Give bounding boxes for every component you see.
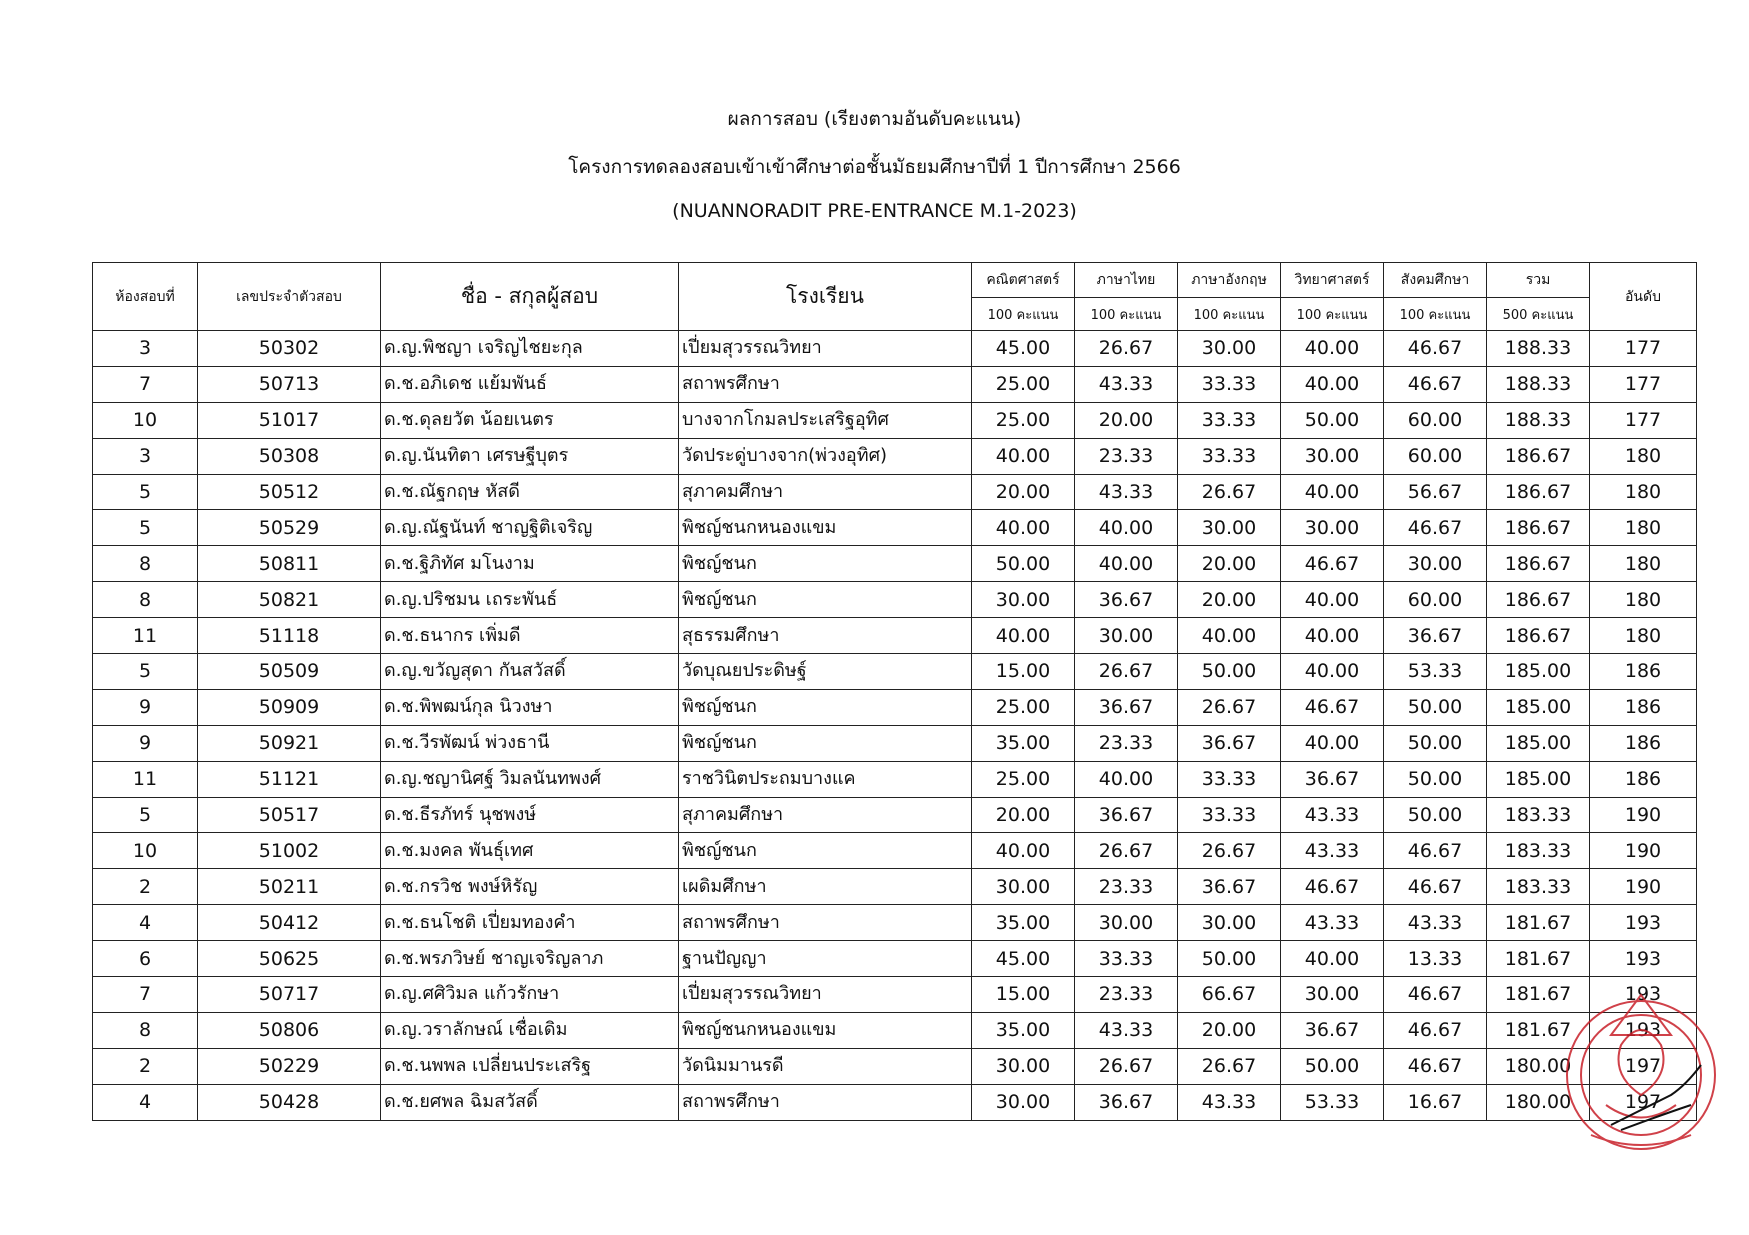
header-exam-id: เลขประจำตัวสอบ — [198, 263, 381, 331]
thai-score-cell: 26.67 — [1075, 654, 1178, 690]
school-cell: ฐานปัญญา — [679, 941, 972, 977]
rank-cell: 186 — [1590, 725, 1697, 761]
table-row — [93, 474, 1697, 510]
exam-id-cell: 51118 — [198, 618, 381, 654]
name-cell: ด.ช.ฐิภิทัศ มโนงาม — [381, 546, 679, 582]
table-row — [93, 1084, 1697, 1120]
name-cell: ด.ญ.วราลักษณ์ เชื่อเดิม — [381, 1012, 679, 1048]
header-name: ชื่อ - สกุลผู้สอบ — [381, 263, 679, 331]
math-score-cell: 35.00 — [972, 725, 1075, 761]
total-score-cell: 180.00 — [1487, 1084, 1590, 1120]
english-score-cell: 20.00 — [1178, 546, 1281, 582]
rank-cell: 180 — [1590, 582, 1697, 618]
header-school: โรงเรียน — [679, 263, 972, 331]
science-score-cell: 50.00 — [1281, 1048, 1384, 1084]
social-score-cell: 46.67 — [1384, 510, 1487, 546]
school-cell: พิชญ์ชนก — [679, 689, 972, 725]
social-score-cell: 50.00 — [1384, 725, 1487, 761]
total-score-cell: 186.67 — [1487, 438, 1590, 474]
math-score-cell: 25.00 — [972, 689, 1075, 725]
science-score-cell: 30.00 — [1281, 438, 1384, 474]
total-score-cell: 188.33 — [1487, 366, 1590, 402]
name-cell: ด.ญ.ณัฐนันท์ ชาญฐิติเจริญ — [381, 510, 679, 546]
total-score-cell: 185.00 — [1487, 654, 1590, 690]
school-cell: สถาพรศึกษา — [679, 905, 972, 941]
rank-cell: 186 — [1590, 689, 1697, 725]
school-cell: เผดิมศึกษา — [679, 869, 972, 905]
science-score-cell: 46.67 — [1281, 689, 1384, 725]
name-cell: ด.ช.นพพล เปลี่ยนประเสริฐ — [381, 1048, 679, 1084]
table-row — [93, 1048, 1697, 1084]
total-score-cell: 181.67 — [1487, 977, 1590, 1013]
exam-id-cell: 51121 — [198, 761, 381, 797]
max-total: 500 คะแนน — [1487, 298, 1590, 331]
exam-id-cell: 50302 — [198, 331, 381, 367]
math-score-cell: 20.00 — [972, 797, 1075, 833]
science-score-cell: 40.00 — [1281, 582, 1384, 618]
table-row — [93, 761, 1697, 797]
science-score-cell: 40.00 — [1281, 941, 1384, 977]
school-cell: สุธรรมศึกษา — [679, 618, 972, 654]
social-score-cell: 30.00 — [1384, 546, 1487, 582]
school-cell: วัดประดู่บางจาก(พ่วงอุทิศ) — [679, 438, 972, 474]
math-score-cell: 30.00 — [972, 869, 1075, 905]
results-table — [92, 262, 1697, 1121]
total-score-cell: 185.00 — [1487, 689, 1590, 725]
rank-cell: 177 — [1590, 402, 1697, 438]
total-score-cell: 188.33 — [1487, 331, 1590, 367]
school-cell: สุภาคมศึกษา — [679, 797, 972, 833]
english-score-cell: 33.33 — [1178, 402, 1281, 438]
total-score-cell: 186.67 — [1487, 474, 1590, 510]
school-cell: สถาพรศึกษา — [679, 366, 972, 402]
thai-score-cell: 20.00 — [1075, 402, 1178, 438]
social-score-cell: 46.67 — [1384, 977, 1487, 1013]
table-row — [93, 618, 1697, 654]
exam-id-cell: 50428 — [198, 1084, 381, 1120]
table-row — [93, 366, 1697, 402]
rank-cell: 177 — [1590, 331, 1697, 367]
school-cell: พิชญ์ชนก — [679, 725, 972, 761]
room-cell: 3 — [93, 331, 198, 367]
school-cell: บางจากโกมลประเสริฐอุทิศ — [679, 402, 972, 438]
name-cell: ด.ช.ธนากร เพิ่มดี — [381, 618, 679, 654]
room-cell: 10 — [93, 402, 198, 438]
exam-id-cell: 50509 — [198, 654, 381, 690]
english-score-cell: 36.67 — [1178, 869, 1281, 905]
math-score-cell: 25.00 — [972, 366, 1075, 402]
school-cell: พิชญ์ชนก — [679, 546, 972, 582]
science-score-cell: 36.67 — [1281, 1012, 1384, 1048]
social-score-cell: 16.67 — [1384, 1084, 1487, 1120]
science-score-cell: 40.00 — [1281, 618, 1384, 654]
thai-score-cell: 43.33 — [1075, 1012, 1178, 1048]
table-row — [93, 797, 1697, 833]
rank-cell: 193 — [1590, 941, 1697, 977]
name-cell: ด.ช.วีรพัฒน์ พ่วงธานี — [381, 725, 679, 761]
math-score-cell: 25.00 — [972, 402, 1075, 438]
english-score-cell: 66.67 — [1178, 977, 1281, 1013]
rank-cell: 190 — [1590, 833, 1697, 869]
name-cell: ด.ญ.ปริชมน เถระพันธ์ — [381, 582, 679, 618]
exam-id-cell: 50625 — [198, 941, 381, 977]
math-score-cell: 40.00 — [972, 833, 1075, 869]
science-score-cell: 46.67 — [1281, 869, 1384, 905]
science-score-cell: 30.00 — [1281, 977, 1384, 1013]
math-score-cell: 40.00 — [972, 618, 1075, 654]
science-score-cell: 40.00 — [1281, 654, 1384, 690]
math-score-cell: 45.00 — [972, 331, 1075, 367]
room-cell: 8 — [93, 1012, 198, 1048]
room-cell: 4 — [93, 1084, 198, 1120]
exam-id-cell: 50512 — [198, 474, 381, 510]
thai-score-cell: 23.33 — [1075, 438, 1178, 474]
thai-score-cell: 36.67 — [1075, 689, 1178, 725]
math-score-cell: 15.00 — [972, 977, 1075, 1013]
school-cell: พิชญ์ชนกหนองแขม — [679, 1012, 972, 1048]
table-row — [93, 941, 1697, 977]
total-score-cell: 185.00 — [1487, 761, 1590, 797]
math-score-cell: 35.00 — [972, 1012, 1075, 1048]
table-row — [93, 1012, 1697, 1048]
room-cell: 2 — [93, 869, 198, 905]
social-score-cell: 56.67 — [1384, 474, 1487, 510]
table-row — [93, 438, 1697, 474]
name-cell: ด.ญ.พิชญา เจริญไชยะกุล — [381, 331, 679, 367]
social-score-cell: 13.33 — [1384, 941, 1487, 977]
english-score-cell: 43.33 — [1178, 1084, 1281, 1120]
table-row — [93, 402, 1697, 438]
name-cell: ด.ช.กรวิช พงษ์หิรัญ — [381, 869, 679, 905]
exam-id-cell: 50412 — [198, 905, 381, 941]
exam-id-cell: 50517 — [198, 797, 381, 833]
rank-cell: 190 — [1590, 797, 1697, 833]
social-score-cell: 46.67 — [1384, 869, 1487, 905]
total-score-cell: 181.67 — [1487, 905, 1590, 941]
room-cell: 10 — [93, 833, 198, 869]
rank-cell: 180 — [1590, 618, 1697, 654]
math-score-cell: 25.00 — [972, 761, 1075, 797]
total-score-cell: 185.00 — [1487, 725, 1590, 761]
total-score-cell: 186.67 — [1487, 546, 1590, 582]
thai-score-cell: 36.67 — [1075, 1084, 1178, 1120]
total-score-cell: 186.67 — [1487, 618, 1590, 654]
english-score-cell: 50.00 — [1178, 941, 1281, 977]
social-score-cell: 46.67 — [1384, 1012, 1487, 1048]
science-score-cell: 53.33 — [1281, 1084, 1384, 1120]
room-cell: 11 — [93, 618, 198, 654]
english-score-cell: 30.00 — [1178, 905, 1281, 941]
room-cell: 3 — [93, 438, 198, 474]
thai-score-cell: 26.67 — [1075, 833, 1178, 869]
thai-score-cell: 30.00 — [1075, 905, 1178, 941]
english-score-cell: 20.00 — [1178, 1012, 1281, 1048]
school-cell: วัดบุณยประดิษฐ์ — [679, 654, 972, 690]
title-line-1: ผลการสอบ (เรียงตามอันดับคะแนน) — [727, 108, 1022, 130]
school-seal-stamp — [1551, 955, 1721, 1165]
science-score-cell: 36.67 — [1281, 761, 1384, 797]
science-score-cell: 46.67 — [1281, 546, 1384, 582]
school-cell: พิชญ์ชนกหนองแขม — [679, 510, 972, 546]
exam-id-cell: 51002 — [198, 833, 381, 869]
header-room: ห้องสอบที่ — [93, 263, 198, 331]
rank-cell: 193 — [1590, 905, 1697, 941]
exam-id-cell: 50806 — [198, 1012, 381, 1048]
math-score-cell: 30.00 — [972, 582, 1075, 618]
science-score-cell: 40.00 — [1281, 366, 1384, 402]
table-row — [93, 689, 1697, 725]
exam-id-cell: 50229 — [198, 1048, 381, 1084]
name-cell: ด.ญ.นันทิตา เศรษฐีบุตร — [381, 438, 679, 474]
school-cell: เปี่ยมสุวรรณวิทยา — [679, 977, 972, 1013]
school-cell: วัดนิมมานรดี — [679, 1048, 972, 1084]
header-science: วิทยาศาสตร์ — [1281, 263, 1384, 298]
total-score-cell: 183.33 — [1487, 869, 1590, 905]
social-score-cell: 50.00 — [1384, 689, 1487, 725]
exam-id-cell: 50529 — [198, 510, 381, 546]
table-row — [93, 977, 1697, 1013]
social-score-cell: 50.00 — [1384, 797, 1487, 833]
english-score-cell: 30.00 — [1178, 510, 1281, 546]
english-score-cell: 26.67 — [1178, 1048, 1281, 1084]
rank-cell: 177 — [1590, 366, 1697, 402]
total-score-cell: 186.67 — [1487, 510, 1590, 546]
table-row — [93, 582, 1697, 618]
name-cell: ด.ช.ธีรภัทร์ นุชพงษ์ — [381, 797, 679, 833]
header-thai: ภาษาไทย — [1075, 263, 1178, 298]
room-cell: 5 — [93, 654, 198, 690]
thai-score-cell: 23.33 — [1075, 869, 1178, 905]
room-cell: 11 — [93, 761, 198, 797]
header-total: รวม — [1487, 263, 1590, 298]
name-cell: ด.ญ.ขวัญสุดา กันสวัสดิ์ — [381, 654, 679, 690]
name-cell: ด.ช.ธนโชติ เปี่ยมทองคำ — [381, 905, 679, 941]
science-score-cell: 43.33 — [1281, 833, 1384, 869]
room-cell: 4 — [93, 905, 198, 941]
english-score-cell: 30.00 — [1178, 331, 1281, 367]
total-score-cell: 183.33 — [1487, 797, 1590, 833]
rank-cell: 190 — [1590, 869, 1697, 905]
name-cell: ด.ช.อภิเดช แย้มพันธ์ — [381, 366, 679, 402]
room-cell: 8 — [93, 546, 198, 582]
name-cell: ด.ญ.ศศิวิมล แก้วรักษา — [381, 977, 679, 1013]
table-row — [93, 546, 1697, 582]
science-score-cell: 43.33 — [1281, 797, 1384, 833]
max-science: 100 คะแนน — [1281, 298, 1384, 331]
room-cell: 5 — [93, 797, 198, 833]
math-score-cell: 30.00 — [972, 1084, 1075, 1120]
exam-id-cell: 50909 — [198, 689, 381, 725]
name-cell: ด.ช.ดุลยวัต น้อยเนตร — [381, 402, 679, 438]
rank-cell: 180 — [1590, 510, 1697, 546]
table-row — [93, 905, 1697, 941]
name-cell: ด.ช.มงคล พันธุ์เทศ — [381, 833, 679, 869]
school-cell: สุภาคมศึกษา — [679, 474, 972, 510]
rank-cell: 197 — [1590, 1084, 1697, 1120]
total-score-cell: 181.67 — [1487, 1012, 1590, 1048]
exam-id-cell: 50713 — [198, 366, 381, 402]
english-score-cell: 50.00 — [1178, 654, 1281, 690]
table-row — [93, 833, 1697, 869]
math-score-cell: 30.00 — [972, 1048, 1075, 1084]
exam-id-cell: 51017 — [198, 402, 381, 438]
table-row — [93, 725, 1697, 761]
english-score-cell: 26.67 — [1178, 474, 1281, 510]
science-score-cell: 43.33 — [1281, 905, 1384, 941]
name-cell: ด.ช.ยศพล ฉิมสวัสดิ์ — [381, 1084, 679, 1120]
title-line-3: (NUANNORADIT PRE-ENTRANCE M.1-2023) — [672, 200, 1077, 222]
english-score-cell: 33.33 — [1178, 761, 1281, 797]
exam-id-cell: 50921 — [198, 725, 381, 761]
social-score-cell: 46.67 — [1384, 331, 1487, 367]
header-math: คณิตศาสตร์ — [972, 263, 1075, 298]
total-score-cell: 188.33 — [1487, 402, 1590, 438]
room-cell: 6 — [93, 941, 198, 977]
name-cell: ด.ช.ณัฐกฤษ หัสดี — [381, 474, 679, 510]
max-english: 100 คะแนน — [1178, 298, 1281, 331]
thai-score-cell: 26.67 — [1075, 1048, 1178, 1084]
thai-score-cell: 23.33 — [1075, 725, 1178, 761]
social-score-cell: 46.67 — [1384, 366, 1487, 402]
rank-cell: 180 — [1590, 546, 1697, 582]
math-score-cell: 15.00 — [972, 654, 1075, 690]
max-thai: 100 คะแนน — [1075, 298, 1178, 331]
exam-id-cell: 50717 — [198, 977, 381, 1013]
thai-score-cell: 43.33 — [1075, 366, 1178, 402]
room-cell: 2 — [93, 1048, 198, 1084]
rank-cell: 186 — [1590, 761, 1697, 797]
math-score-cell: 40.00 — [972, 438, 1075, 474]
school-cell: พิชญ์ชนก — [679, 582, 972, 618]
social-score-cell: 50.00 — [1384, 761, 1487, 797]
table-row — [93, 869, 1697, 905]
rank-cell: 193 — [1590, 977, 1697, 1013]
math-score-cell: 35.00 — [972, 905, 1075, 941]
thai-score-cell: 33.33 — [1075, 941, 1178, 977]
table-row — [93, 331, 1697, 367]
social-score-cell: 43.33 — [1384, 905, 1487, 941]
thai-score-cell: 43.33 — [1075, 474, 1178, 510]
english-score-cell: 40.00 — [1178, 618, 1281, 654]
rank-cell: 180 — [1590, 474, 1697, 510]
thai-score-cell: 26.67 — [1075, 331, 1178, 367]
table-row — [93, 510, 1697, 546]
math-score-cell: 50.00 — [972, 546, 1075, 582]
school-cell: พิชญ์ชนก — [679, 833, 972, 869]
social-score-cell: 46.67 — [1384, 1048, 1487, 1084]
room-cell: 7 — [93, 977, 198, 1013]
english-score-cell: 26.67 — [1178, 833, 1281, 869]
exam-id-cell: 50811 — [198, 546, 381, 582]
room-cell: 9 — [93, 689, 198, 725]
title-line-2: โครงการทดลองสอบเข้าเข้าศึกษาต่อชั้นมัธยมศึกษาปีที่ 1 ปีการศึกษา 2566 — [568, 156, 1181, 178]
max-math: 100 คะแนน — [972, 298, 1075, 331]
thai-score-cell: 40.00 — [1075, 546, 1178, 582]
math-score-cell: 20.00 — [972, 474, 1075, 510]
total-score-cell: 180.00 — [1487, 1048, 1590, 1084]
science-score-cell: 40.00 — [1281, 725, 1384, 761]
thai-score-cell: 30.00 — [1075, 618, 1178, 654]
thai-score-cell: 36.67 — [1075, 797, 1178, 833]
social-score-cell: 60.00 — [1384, 582, 1487, 618]
exam-id-cell: 50308 — [198, 438, 381, 474]
thai-score-cell: 40.00 — [1075, 761, 1178, 797]
science-score-cell: 40.00 — [1281, 331, 1384, 367]
exam-id-cell: 50211 — [198, 869, 381, 905]
social-score-cell: 36.67 — [1384, 618, 1487, 654]
total-score-cell: 183.33 — [1487, 833, 1590, 869]
social-score-cell: 46.67 — [1384, 833, 1487, 869]
english-score-cell: 33.33 — [1178, 366, 1281, 402]
math-score-cell: 45.00 — [972, 941, 1075, 977]
rank-cell: 193 — [1590, 1012, 1697, 1048]
school-cell: เปี่ยมสุวรรณวิทยา — [679, 331, 972, 367]
english-score-cell: 33.33 — [1178, 438, 1281, 474]
name-cell: ด.ช.พิพฒน์กุล นิวงษา — [381, 689, 679, 725]
social-score-cell: 53.33 — [1384, 654, 1487, 690]
room-cell: 7 — [93, 366, 198, 402]
results-body — [93, 331, 1697, 1121]
science-score-cell: 40.00 — [1281, 474, 1384, 510]
english-score-cell: 20.00 — [1178, 582, 1281, 618]
total-score-cell: 181.67 — [1487, 941, 1590, 977]
english-score-cell: 26.67 — [1178, 689, 1281, 725]
room-cell: 8 — [93, 582, 198, 618]
room-cell: 5 — [93, 510, 198, 546]
total-score-cell: 186.67 — [1487, 582, 1590, 618]
thai-score-cell: 36.67 — [1075, 582, 1178, 618]
header-rank: อันดับ — [1590, 263, 1697, 331]
thai-score-cell: 23.33 — [1075, 977, 1178, 1013]
room-cell: 9 — [93, 725, 198, 761]
social-score-cell: 60.00 — [1384, 438, 1487, 474]
table-row — [93, 654, 1697, 690]
thai-score-cell: 40.00 — [1075, 510, 1178, 546]
room-cell: 5 — [93, 474, 198, 510]
science-score-cell: 50.00 — [1281, 402, 1384, 438]
math-score-cell: 40.00 — [972, 510, 1075, 546]
english-score-cell: 36.67 — [1178, 725, 1281, 761]
name-cell: ด.ญ.ชญานิศฐ์ วิมลนันทพงศ์ — [381, 761, 679, 797]
rank-cell: 197 — [1590, 1048, 1697, 1084]
rank-cell: 180 — [1590, 438, 1697, 474]
header-english: ภาษาอังกฤษ — [1178, 263, 1281, 298]
science-score-cell: 30.00 — [1281, 510, 1384, 546]
name-cell: ด.ช.พรภวิษย์ ชาญเจริญลาภ — [381, 941, 679, 977]
school-cell: ราชวินิตประถมบางแค — [679, 761, 972, 797]
header-social: สังคมศึกษา — [1384, 263, 1487, 298]
social-score-cell: 60.00 — [1384, 402, 1487, 438]
rank-cell: 186 — [1590, 654, 1697, 690]
school-cell: สถาพรศึกษา — [679, 1084, 972, 1120]
max-social: 100 คะแนน — [1384, 298, 1487, 331]
english-score-cell: 33.33 — [1178, 797, 1281, 833]
exam-id-cell: 50821 — [198, 582, 381, 618]
